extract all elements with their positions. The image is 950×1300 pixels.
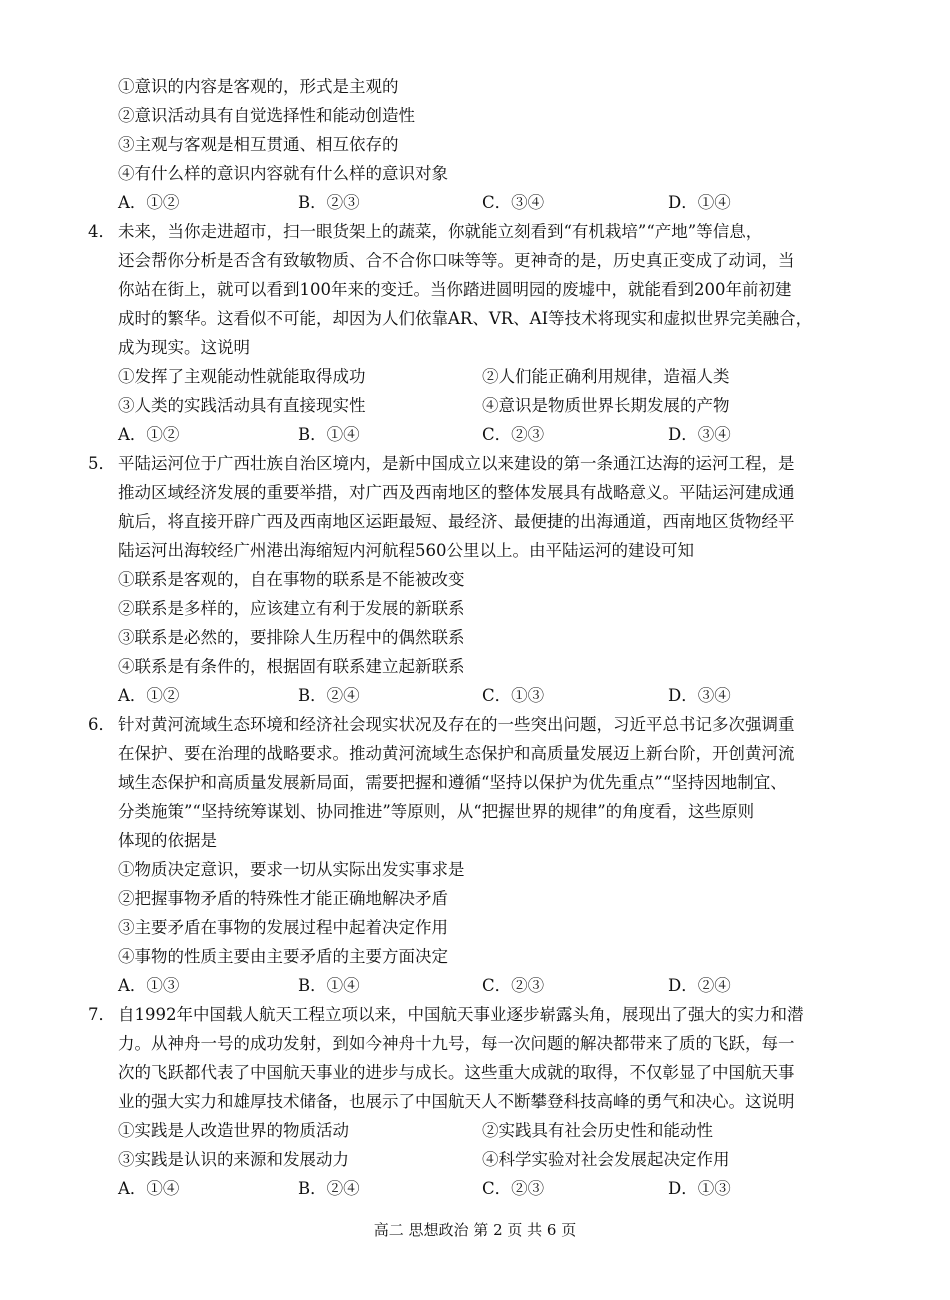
option-line: ②联系是多样的，应该建立有利于发展的新联系 — [118, 599, 465, 618]
option-line: ②把握事物矛盾的特殊性才能正确地解决矛盾 — [118, 889, 448, 908]
question-number: 7． — [88, 1005, 115, 1024]
question-number: 6． — [88, 715, 115, 734]
answer-choice-b: B．①④ — [298, 976, 360, 995]
answer-choice-d: D．③④ — [668, 686, 731, 705]
question-text-line: 力。从神舟一号的成功发射，到如今神舟十九号，每一次问题的解决都带来了质的飞跃，每一 — [118, 1034, 795, 1053]
answer-choice-a: A．①③ — [118, 976, 180, 995]
answer-choice-b: B．①④ — [298, 425, 360, 444]
answer-choice-b: B．②③ — [298, 193, 360, 212]
question-text-line: 成时的繁华。这看似不可能，却因为人们依靠AR、VR、AI等技术将现实和虚拟世界完美融合， — [118, 309, 813, 328]
option-line: ③主观与客观是相互贯通、相互依存的 — [118, 135, 399, 154]
question-text-line: 业的强大实力和雄厚技术储备，也展示了中国航天人不断攀登科技高峰的勇气和决心。这说明 — [118, 1092, 795, 1111]
question-text-line: 你站在街上，就可以看到100年来的变迁。当你踏进圆明园的废墟中，就能看到200年前初建 — [118, 280, 792, 299]
option-line: ②意识活动具有自觉选择性和能动创造性 — [118, 106, 415, 125]
answer-choice-d: D．②④ — [668, 976, 731, 995]
question-text-line: 还会帮你分析是否含有致敏物质、合不合你口味等等。更神奇的是，历史真正变成了动词，当 — [118, 251, 795, 270]
answer-choice-c: C．②③ — [482, 425, 545, 444]
option-line: ①实践是人改造世界的物质活动 — [118, 1121, 349, 1140]
option-line: ④科学实验对社会发展起决定作用 — [482, 1150, 730, 1169]
question-text-line: 在保护、要在治理的战略要求。推动黄河流域生态保护和高质量发展迈上新台阶，开创黄河流 — [118, 744, 795, 763]
option-line: ④事物的性质主要由主要矛盾的主要方面决定 — [118, 947, 448, 966]
answer-choice-b: B．②④ — [298, 1179, 360, 1198]
answer-choice-c: C．②③ — [482, 976, 545, 995]
answer-choice-d: D．①③ — [668, 1179, 731, 1198]
option-line: ③人类的实践活动具有直接现实性 — [118, 396, 366, 415]
option-line: ①意识的内容是客观的，形式是主观的 — [118, 77, 399, 96]
question-text-line: 体现的依据是 — [118, 831, 217, 850]
question-number: 5． — [88, 454, 115, 473]
answer-choice-b: B．②④ — [298, 686, 360, 705]
option-line: ④意识是物质世界长期发展的产物 — [482, 396, 730, 415]
option-line: ②人们能正确利用规律，造福人类 — [482, 367, 730, 386]
option-line: ①发挥了主观能动性就能取得成功 — [118, 367, 366, 386]
answer-choice-c: C．③④ — [482, 193, 545, 212]
question-text-line: 平陆运河位于广西壮族自治区境内，是新中国成立以来建设的第一条通江达海的运河工程，是 — [118, 454, 795, 473]
question-text-line: 分类施策”“坚持统筹谋划、协同推进”等原则，从“把握世界的规律”的角度看，这些原则 — [118, 802, 755, 821]
option-line: ③主要矛盾在事物的发展过程中起着决定作用 — [118, 918, 448, 937]
option-line: ③实践是认识的来源和发展动力 — [118, 1150, 349, 1169]
option-line: ④有什么样的意识内容就有什么样的意识对象 — [118, 164, 448, 183]
page-footer: 高二 思想政治 第 2 页 共 6 页 — [373, 1221, 577, 1239]
option-line: ②实践具有社会历史性和能动性 — [482, 1121, 713, 1140]
question-text-line: 推动区域经济发展的重要举措，对广西及西南地区的整体发展具有战略意义。平陆运河建成通 — [118, 483, 795, 502]
option-line: ④联系是有条件的，根据固有联系建立起新联系 — [118, 657, 465, 676]
question-text-line: 陆运河出海较经广州港出海缩短内河航程560公里以上。由平陆运河的建设可知 — [118, 541, 694, 560]
answer-choice-d: D．①④ — [668, 193, 731, 212]
question-text-line: 自1992年中国载人航天工程立项以来，中国航天事业逐步崭露头角，展现出了强大的实力和潜 — [118, 1005, 804, 1024]
answer-choice-c: C．①③ — [482, 686, 545, 705]
question-text-line: 域生态保护和高质量发展新局面，需要把握和遵循“坚持以保护为优先重点”“坚持因地制宜、 — [118, 773, 787, 792]
answer-choice-d: D．③④ — [668, 425, 731, 444]
question-number: 4． — [88, 222, 115, 241]
question-text-line: 成为现实。这说明 — [118, 338, 250, 357]
question-text-line: 次的飞跃都代表了中国航天事业的进步与成长。这些重大成就的取得，不仅彰显了中国航天事 — [118, 1063, 795, 1082]
answer-choice-a: A．①② — [118, 686, 180, 705]
answer-choice-a: A．①④ — [118, 1179, 180, 1198]
answer-choice-a: A．①② — [118, 425, 180, 444]
answer-choice-c: C．②③ — [482, 1179, 545, 1198]
answer-choice-a: A．①② — [118, 193, 180, 212]
option-line: ①物质决定意识，要求一切从实际出发实事求是 — [118, 860, 465, 879]
option-line: ①联系是客观的，自在事物的联系是不能被改变 — [118, 570, 465, 589]
option-line: ③联系是必然的，要排除人生历程中的偶然联系 — [118, 628, 465, 647]
question-text-line: 航后，将直接开辟广西及西南地区运距最短、最经济、最便捷的出海通道，西南地区货物经平 — [118, 512, 795, 531]
question-text-line: 针对黄河流域生态环境和经济社会现实状况及存在的一些突出问题，习近平总书记多次强调重 — [118, 715, 795, 734]
question-text-line: 未来，当你走进超市，扫一眼货架上的蔬菜，你就能立刻看到“有机栽培”“产地”等信息， — [118, 222, 763, 241]
